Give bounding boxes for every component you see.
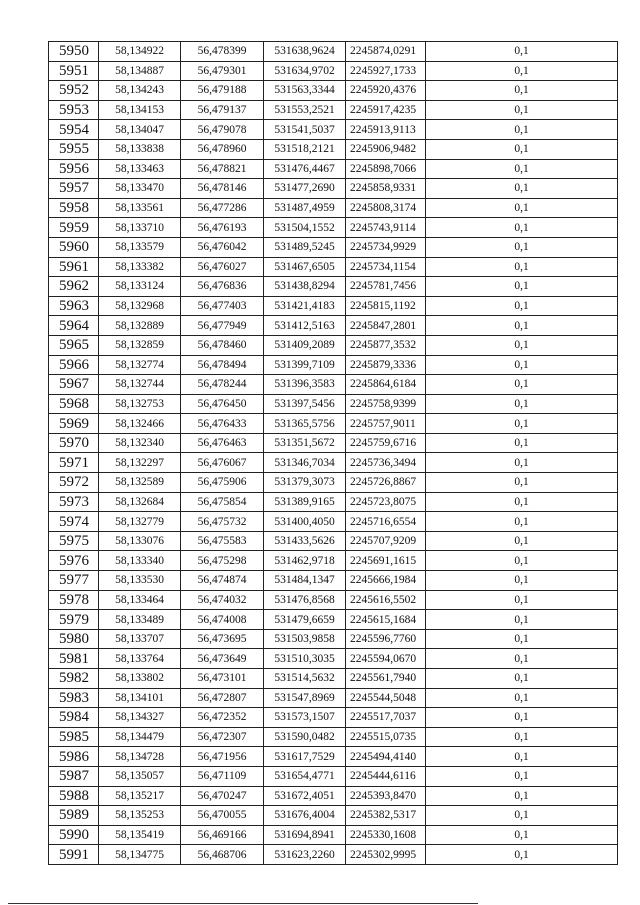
y-coordinate-cell: 2245757,9011 (346, 414, 426, 434)
x-coordinate-cell: 531396,3583 (264, 375, 346, 395)
table-row (49, 296, 618, 316)
point-number-cell: 5968 (49, 394, 99, 414)
y-coordinate-cell: 2245616,5502 (346, 590, 426, 610)
point-number-cell: 5979 (49, 610, 99, 630)
table-row (49, 512, 618, 532)
point-number-cell: 5960 (49, 237, 99, 257)
table-row (49, 81, 618, 101)
table-row (49, 806, 618, 826)
y-coordinate-cell: 2245864,6184 (346, 375, 426, 395)
point-number-cell: 5976 (49, 551, 99, 571)
accuracy-cell: 0,1 (426, 433, 618, 453)
table-row (49, 218, 618, 238)
table-row (49, 316, 618, 336)
point-number-cell: 5985 (49, 727, 99, 747)
y-coordinate-cell: 2245815,1192 (346, 296, 426, 316)
table-row (49, 473, 618, 493)
accuracy-cell: 0,1 (426, 394, 618, 414)
y-coordinate-cell: 2245808,3174 (346, 198, 426, 218)
y-coordinate-cell: 2245913,9113 (346, 120, 426, 140)
longitude-cell: 56,476433 (181, 414, 264, 434)
longitude-cell: 56,476463 (181, 433, 264, 453)
accuracy-cell: 0,1 (426, 335, 618, 355)
point-number-cell: 5980 (49, 629, 99, 649)
longitude-cell: 56,472307 (181, 727, 264, 747)
longitude-cell: 56,477949 (181, 316, 264, 336)
longitude-cell: 56,470055 (181, 806, 264, 826)
point-number-cell: 5973 (49, 492, 99, 512)
point-number-cell: 5987 (49, 766, 99, 786)
latitude-cell: 58,133838 (99, 139, 181, 159)
accuracy-cell: 0,1 (426, 473, 618, 493)
point-number-cell: 5959 (49, 218, 99, 238)
y-coordinate-cell: 2245716,6554 (346, 512, 426, 532)
longitude-cell: 56,471956 (181, 747, 264, 767)
x-coordinate-cell: 531638,9624 (264, 42, 346, 62)
latitude-cell: 58,134479 (99, 727, 181, 747)
table-row (49, 159, 618, 179)
point-number-cell: 5986 (49, 747, 99, 767)
longitude-cell: 56,475298 (181, 551, 264, 571)
y-coordinate-cell: 2245302,9995 (346, 845, 426, 865)
point-number-cell: 5957 (49, 179, 99, 199)
table-row (49, 845, 618, 865)
latitude-cell: 58,133707 (99, 629, 181, 649)
latitude-cell: 58,134922 (99, 42, 181, 62)
accuracy-cell: 0,1 (426, 786, 618, 806)
accuracy-cell: 0,1 (426, 806, 618, 826)
longitude-cell: 56,469166 (181, 825, 264, 845)
x-coordinate-cell: 531397,5456 (264, 394, 346, 414)
table-row (49, 669, 618, 689)
y-coordinate-cell: 2245723,8075 (346, 492, 426, 512)
latitude-cell: 58,133489 (99, 610, 181, 630)
table-row (49, 257, 618, 277)
accuracy-cell: 0,1 (426, 218, 618, 238)
x-coordinate-cell: 531409,2089 (264, 335, 346, 355)
table-row (49, 433, 618, 453)
longitude-cell: 56,473695 (181, 629, 264, 649)
accuracy-cell: 0,1 (426, 100, 618, 120)
latitude-cell: 58,132744 (99, 375, 181, 395)
point-number-cell: 5963 (49, 296, 99, 316)
y-coordinate-cell: 2245879,3336 (346, 355, 426, 375)
table-row (49, 825, 618, 845)
point-number-cell: 5988 (49, 786, 99, 806)
x-coordinate-cell: 531563,3344 (264, 81, 346, 101)
point-number-cell: 5961 (49, 257, 99, 277)
table-row (49, 394, 618, 414)
longitude-cell: 56,472807 (181, 688, 264, 708)
x-coordinate-cell: 531518,2121 (264, 139, 346, 159)
x-coordinate-cell: 531467,6505 (264, 257, 346, 277)
latitude-cell: 58,133579 (99, 237, 181, 257)
longitude-cell: 56,476836 (181, 277, 264, 297)
latitude-cell: 58,134728 (99, 747, 181, 767)
x-coordinate-cell: 531400,4050 (264, 512, 346, 532)
table-row (49, 531, 618, 551)
latitude-cell: 58,132774 (99, 355, 181, 375)
accuracy-cell: 0,1 (426, 414, 618, 434)
accuracy-cell: 0,1 (426, 179, 618, 199)
y-coordinate-cell: 2245758,9399 (346, 394, 426, 414)
latitude-cell: 58,134101 (99, 688, 181, 708)
longitude-cell: 56,478244 (181, 375, 264, 395)
latitude-cell: 58,134047 (99, 120, 181, 140)
table-row (49, 100, 618, 120)
point-number-cell: 5955 (49, 139, 99, 159)
longitude-cell: 56,476067 (181, 453, 264, 473)
longitude-cell: 56,478960 (181, 139, 264, 159)
accuracy-cell: 0,1 (426, 551, 618, 571)
accuracy-cell: 0,1 (426, 42, 618, 62)
accuracy-cell: 0,1 (426, 688, 618, 708)
y-coordinate-cell: 2245594,0670 (346, 649, 426, 669)
longitude-cell: 56,473649 (181, 649, 264, 669)
latitude-cell: 58,133076 (99, 531, 181, 551)
point-number-cell: 5982 (49, 669, 99, 689)
latitude-cell: 58,133382 (99, 257, 181, 277)
point-number-cell: 5981 (49, 649, 99, 669)
point-number-cell: 5954 (49, 120, 99, 140)
accuracy-cell: 0,1 (426, 375, 618, 395)
point-number-cell: 5950 (49, 42, 99, 62)
point-number-cell: 5984 (49, 708, 99, 728)
table-row (49, 708, 618, 728)
point-number-cell: 5991 (49, 845, 99, 865)
x-coordinate-cell: 531479,6659 (264, 610, 346, 630)
table-row (49, 551, 618, 571)
y-coordinate-cell: 2245515,0735 (346, 727, 426, 747)
x-coordinate-cell: 531541,5037 (264, 120, 346, 140)
x-coordinate-cell: 531351,5672 (264, 433, 346, 453)
y-coordinate-cell: 2245330,1608 (346, 825, 426, 845)
table-row (49, 747, 618, 767)
longitude-cell: 56,479301 (181, 61, 264, 81)
accuracy-cell: 0,1 (426, 492, 618, 512)
latitude-cell: 58,133463 (99, 159, 181, 179)
y-coordinate-cell: 2245920,4376 (346, 81, 426, 101)
latitude-cell: 58,134887 (99, 61, 181, 81)
y-coordinate-cell: 2245917,4235 (346, 100, 426, 120)
table-row (49, 355, 618, 375)
point-number-cell: 5964 (49, 316, 99, 336)
point-number-cell: 5967 (49, 375, 99, 395)
table-row (49, 375, 618, 395)
accuracy-cell: 0,1 (426, 198, 618, 218)
longitude-cell: 56,475732 (181, 512, 264, 532)
y-coordinate-cell: 2245666,1984 (346, 571, 426, 591)
y-coordinate-cell: 2245393,8470 (346, 786, 426, 806)
longitude-cell: 56,473101 (181, 669, 264, 689)
accuracy-cell: 0,1 (426, 571, 618, 591)
longitude-cell: 56,475583 (181, 531, 264, 551)
point-number-cell: 5983 (49, 688, 99, 708)
point-number-cell: 5977 (49, 571, 99, 591)
y-coordinate-cell: 2245877,3532 (346, 335, 426, 355)
latitude-cell: 58,132684 (99, 492, 181, 512)
x-coordinate-cell: 531438,8294 (264, 277, 346, 297)
accuracy-cell: 0,1 (426, 296, 618, 316)
accuracy-cell: 0,1 (426, 453, 618, 473)
latitude-cell: 58,133464 (99, 590, 181, 610)
accuracy-cell: 0,1 (426, 845, 618, 865)
point-number-cell: 5958 (49, 198, 99, 218)
longitude-cell: 56,474032 (181, 590, 264, 610)
latitude-cell: 58,132340 (99, 433, 181, 453)
y-coordinate-cell: 2245898,7066 (346, 159, 426, 179)
accuracy-cell: 0,1 (426, 512, 618, 532)
accuracy-cell: 0,1 (426, 257, 618, 277)
latitude-cell: 58,132753 (99, 394, 181, 414)
x-coordinate-cell: 531504,1552 (264, 218, 346, 238)
x-coordinate-cell: 531553,2521 (264, 100, 346, 120)
point-number-cell: 5972 (49, 473, 99, 493)
x-coordinate-cell: 531433,5626 (264, 531, 346, 551)
longitude-cell: 56,479188 (181, 81, 264, 101)
x-coordinate-cell: 531421,4183 (264, 296, 346, 316)
longitude-cell: 56,478460 (181, 335, 264, 355)
y-coordinate-cell: 2245743,9114 (346, 218, 426, 238)
table-row (49, 727, 618, 747)
latitude-cell: 58,132859 (99, 335, 181, 355)
x-coordinate-cell: 531487,4959 (264, 198, 346, 218)
latitude-cell: 58,133124 (99, 277, 181, 297)
accuracy-cell: 0,1 (426, 766, 618, 786)
latitude-cell: 58,133530 (99, 571, 181, 591)
latitude-cell: 58,132889 (99, 316, 181, 336)
table-row (49, 198, 618, 218)
x-coordinate-cell: 531573,1507 (264, 708, 346, 728)
longitude-cell: 56,478146 (181, 179, 264, 199)
longitude-cell: 56,475906 (181, 473, 264, 493)
y-coordinate-cell: 2245596,7760 (346, 629, 426, 649)
latitude-cell: 58,132779 (99, 512, 181, 532)
latitude-cell: 58,134243 (99, 81, 181, 101)
point-number-cell: 5952 (49, 81, 99, 101)
x-coordinate-cell: 531676,4004 (264, 806, 346, 826)
latitude-cell: 58,133470 (99, 179, 181, 199)
table-row (49, 492, 618, 512)
longitude-cell: 56,474008 (181, 610, 264, 630)
y-coordinate-cell: 2245615,1684 (346, 610, 426, 630)
y-coordinate-cell: 2245847,2801 (346, 316, 426, 336)
coordinates-table (48, 41, 618, 865)
y-coordinate-cell: 2245874,0291 (346, 42, 426, 62)
longitude-cell: 56,471109 (181, 766, 264, 786)
longitude-cell: 56,470247 (181, 786, 264, 806)
x-coordinate-cell: 531476,8568 (264, 590, 346, 610)
latitude-cell: 58,132297 (99, 453, 181, 473)
point-number-cell: 5990 (49, 825, 99, 845)
y-coordinate-cell: 2245734,9929 (346, 237, 426, 257)
x-coordinate-cell: 531365,5756 (264, 414, 346, 434)
longitude-cell: 56,479078 (181, 120, 264, 140)
point-number-cell: 5978 (49, 590, 99, 610)
x-coordinate-cell: 531412,5163 (264, 316, 346, 336)
longitude-cell: 56,472352 (181, 708, 264, 728)
table-row (49, 237, 618, 257)
x-coordinate-cell: 531694,8941 (264, 825, 346, 845)
table-row (49, 61, 618, 81)
y-coordinate-cell: 2245517,7037 (346, 708, 426, 728)
accuracy-cell: 0,1 (426, 747, 618, 767)
x-coordinate-cell: 531476,4467 (264, 159, 346, 179)
latitude-cell: 58,132466 (99, 414, 181, 434)
longitude-cell: 56,468706 (181, 845, 264, 865)
accuracy-cell: 0,1 (426, 708, 618, 728)
y-coordinate-cell: 2245781,7456 (346, 277, 426, 297)
table-row (49, 453, 618, 473)
point-number-cell: 5966 (49, 355, 99, 375)
latitude-cell: 58,133710 (99, 218, 181, 238)
longitude-cell: 56,476450 (181, 394, 264, 414)
x-coordinate-cell: 531654,4771 (264, 766, 346, 786)
longitude-cell: 56,478399 (181, 42, 264, 62)
longitude-cell: 56,476193 (181, 218, 264, 238)
table-row (49, 590, 618, 610)
point-number-cell: 5970 (49, 433, 99, 453)
bottom-rule (8, 903, 478, 904)
latitude-cell: 58,132589 (99, 473, 181, 493)
accuracy-cell: 0,1 (426, 669, 618, 689)
accuracy-cell: 0,1 (426, 61, 618, 81)
table-row (49, 277, 618, 297)
x-coordinate-cell: 531634,9702 (264, 61, 346, 81)
y-coordinate-cell: 2245382,5317 (346, 806, 426, 826)
point-number-cell: 5974 (49, 512, 99, 532)
x-coordinate-cell: 531346,7034 (264, 453, 346, 473)
y-coordinate-cell: 2245494,4140 (346, 747, 426, 767)
longitude-cell: 56,476042 (181, 237, 264, 257)
accuracy-cell: 0,1 (426, 316, 618, 336)
accuracy-cell: 0,1 (426, 531, 618, 551)
x-coordinate-cell: 531590,0482 (264, 727, 346, 747)
table-row (49, 649, 618, 669)
x-coordinate-cell: 531617,7529 (264, 747, 346, 767)
table-row (49, 688, 618, 708)
point-number-cell: 5951 (49, 61, 99, 81)
latitude-cell: 58,133561 (99, 198, 181, 218)
table-row (49, 414, 618, 434)
x-coordinate-cell: 531623,2260 (264, 845, 346, 865)
latitude-cell: 58,135253 (99, 806, 181, 826)
y-coordinate-cell: 2245726,8867 (346, 473, 426, 493)
table-row (49, 610, 618, 630)
point-number-cell: 5975 (49, 531, 99, 551)
latitude-cell: 58,134775 (99, 845, 181, 865)
latitude-cell: 58,133802 (99, 669, 181, 689)
x-coordinate-cell: 531462,9718 (264, 551, 346, 571)
accuracy-cell: 0,1 (426, 139, 618, 159)
x-coordinate-cell: 531484,1347 (264, 571, 346, 591)
accuracy-cell: 0,1 (426, 629, 618, 649)
longitude-cell: 56,479137 (181, 100, 264, 120)
table-row (49, 629, 618, 649)
x-coordinate-cell: 531514,5632 (264, 669, 346, 689)
point-number-cell: 5962 (49, 277, 99, 297)
x-coordinate-cell: 531489,5245 (264, 237, 346, 257)
point-number-cell: 5965 (49, 335, 99, 355)
x-coordinate-cell: 531379,3073 (264, 473, 346, 493)
y-coordinate-cell: 2245707,9209 (346, 531, 426, 551)
coordinates-table-body (49, 42, 618, 865)
y-coordinate-cell: 2245544,5048 (346, 688, 426, 708)
longitude-cell: 56,474874 (181, 571, 264, 591)
longitude-cell: 56,477286 (181, 198, 264, 218)
y-coordinate-cell: 2245561,7940 (346, 669, 426, 689)
point-number-cell: 5953 (49, 100, 99, 120)
table-row (49, 571, 618, 591)
accuracy-cell: 0,1 (426, 355, 618, 375)
table-row (49, 42, 618, 62)
accuracy-cell: 0,1 (426, 649, 618, 669)
point-number-cell: 5971 (49, 453, 99, 473)
latitude-cell: 58,133340 (99, 551, 181, 571)
longitude-cell: 56,478494 (181, 355, 264, 375)
x-coordinate-cell: 531389,9165 (264, 492, 346, 512)
table-row (49, 335, 618, 355)
latitude-cell: 58,135419 (99, 825, 181, 845)
latitude-cell: 58,132968 (99, 296, 181, 316)
y-coordinate-cell: 2245858,9331 (346, 179, 426, 199)
point-number-cell: 5989 (49, 806, 99, 826)
y-coordinate-cell: 2245444,6116 (346, 766, 426, 786)
longitude-cell: 56,477403 (181, 296, 264, 316)
accuracy-cell: 0,1 (426, 120, 618, 140)
longitude-cell: 56,475854 (181, 492, 264, 512)
longitude-cell: 56,478821 (181, 159, 264, 179)
y-coordinate-cell: 2245734,1154 (346, 257, 426, 277)
latitude-cell: 58,134153 (99, 100, 181, 120)
accuracy-cell: 0,1 (426, 81, 618, 101)
accuracy-cell: 0,1 (426, 610, 618, 630)
latitude-cell: 58,134327 (99, 708, 181, 728)
table-row (49, 120, 618, 140)
x-coordinate-cell: 531399,7109 (264, 355, 346, 375)
latitude-cell: 58,133764 (99, 649, 181, 669)
latitude-cell: 58,135217 (99, 786, 181, 806)
y-coordinate-cell: 2245691,1615 (346, 551, 426, 571)
table-row (49, 766, 618, 786)
y-coordinate-cell: 2245759,6716 (346, 433, 426, 453)
latitude-cell: 58,135057 (99, 766, 181, 786)
accuracy-cell: 0,1 (426, 277, 618, 297)
x-coordinate-cell: 531503,9858 (264, 629, 346, 649)
accuracy-cell: 0,1 (426, 590, 618, 610)
accuracy-cell: 0,1 (426, 237, 618, 257)
y-coordinate-cell: 2245906,9482 (346, 139, 426, 159)
point-number-cell: 5969 (49, 414, 99, 434)
x-coordinate-cell: 531477,2690 (264, 179, 346, 199)
table-row (49, 139, 618, 159)
x-coordinate-cell: 531547,8969 (264, 688, 346, 708)
accuracy-cell: 0,1 (426, 727, 618, 747)
y-coordinate-cell: 2245927,1733 (346, 61, 426, 81)
accuracy-cell: 0,1 (426, 159, 618, 179)
table-row (49, 786, 618, 806)
y-coordinate-cell: 2245736,3494 (346, 453, 426, 473)
longitude-cell: 56,476027 (181, 257, 264, 277)
x-coordinate-cell: 531510,3035 (264, 649, 346, 669)
table-row (49, 179, 618, 199)
accuracy-cell: 0,1 (426, 825, 618, 845)
point-number-cell: 5956 (49, 159, 99, 179)
x-coordinate-cell: 531672,4051 (264, 786, 346, 806)
